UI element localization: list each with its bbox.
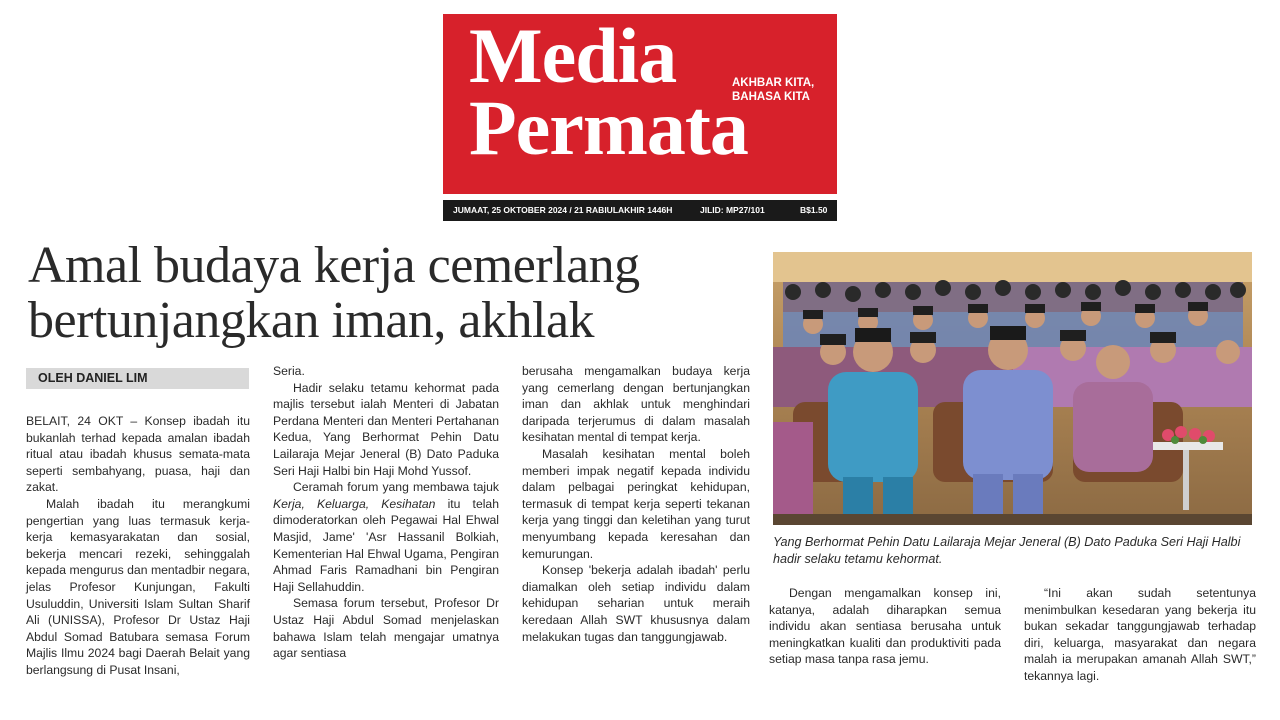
byline-bar: [26, 368, 249, 389]
audience-photo-illustration: [773, 252, 1252, 525]
issue-price: B$1.50: [800, 205, 828, 215]
article-column-5: [1024, 585, 1256, 685]
paragraph: [273, 479, 499, 595]
masthead-slogan: [732, 76, 814, 104]
paragraph-text: itu telah dimoderatorkan oleh Pegawai Hal Ehwal Masjid, Jame' 'Asr Hassanil Bolkiah, Kementerian Hal Ehwal Ugama, Pengiran Ahmad Faris Ramadhani bin Pengiran Haji Sellahuddin.: [273, 496, 499, 594]
issue-volume: JILID: MP27/101: [700, 205, 765, 215]
byline: OLEH DANIEL LIM: [38, 371, 148, 385]
masthead-title-line1: Media: [469, 12, 677, 99]
masthead-title: [469, 12, 748, 171]
paragraph: Konsep 'bekerja adalah ibadah' perlu diamalkan oleh setiap individu dalam kehidupan seharian untuk meraih keredaan Allah SWT khususnya dalam melakukan tugas dan tanggungjawab.: [522, 563, 750, 644]
paragraph: berusaha mengamalkan budaya kerja yang cemerlang dengan bertunjangkan iman dan akhlak untuk menghindari daripada terjerumus di dalam masalah kesihatan mental di tempat kerja.: [522, 364, 750, 445]
headline-line1: Amal budaya kerja cemerlang: [28, 237, 640, 294]
photo-caption: Yang Berhormat Pehin Datu Lailaraja Mejar Jeneral (B) Dato Paduka Seri Haji Halbi hadir selaku tetamu kehormat.: [773, 535, 1241, 566]
forum-title: Kerja, Keluarga, Kesihatan: [273, 496, 436, 511]
paragraph: BELAIT, 24 OKT – Konsep ibadah itu bukanlah terhad kepada amalan ibadah ritual atau ibadah khusus semata-mata seperti sembahyang, puasa, haji dan zakat.: [26, 414, 250, 495]
issue-date: JUMAAT, 25 OKTOBER 2024 / 21 RABIULAKHIR 1446H: [453, 205, 673, 215]
paragraph: Masalah kesihatan mental boleh memberi impak negatif kepada individu dalam pelbagai peringkat kehidupan, termasuk di tempat kerja seperti tekanan kerja yang tinggi dan keletihan yang turut menyumbang kepada keresahan dan kemurungan.: [522, 446, 750, 561]
dateline-bar: [443, 200, 837, 221]
article-column-4: [769, 585, 1001, 668]
article-column-1: [26, 413, 250, 679]
article-headline: [28, 238, 758, 348]
article-column-3: [522, 363, 750, 645]
paragraph: Seria.: [273, 364, 305, 378]
masthead-slogan-line2: BAHASA KITA: [732, 91, 810, 103]
paragraph-text: Ceramah forum yang membawa tajuk: [293, 480, 499, 495]
masthead-slogan-line1: AKHBAR KITA,: [732, 77, 815, 89]
masthead-title-line2: Permata: [469, 84, 748, 171]
paragraph: Semasa forum tersebut, Profesor Dr Ustaz Haji Abdul Somad menjelaskan bahawa Islam telah mengajar umatnya agar sentiasa: [273, 596, 499, 661]
masthead-logo: [443, 14, 837, 194]
paragraph: Malah ibadah itu merangkumi pengertian yang luas termasuk kerja-kerja kemasyarakatan dan sosial, bekerja mencari rezeki, sehinggalah kepada mengurus dan mentadbir negara, jelas Profesor Kunjungan, Fakulti Usuluddin, Universiti Islam Sultan Sharif Ali (UNISSA), Profesor Dr Ustaz Haji Abdul Somad Batubara semasa Forum Majlis Ilmu 2024 bagi Daerah Belait yang berlangsung di Pusat Insani,: [26, 496, 250, 677]
headline-line2: bertunjangkan iman, akhlak: [28, 292, 595, 349]
article-photo: [773, 252, 1252, 525]
paragraph: Hadir selaku tetamu kehormat pada majlis tersebut ialah Menteri di Jabatan Perdana Menteri dan Menteri Pertahanan Kedua, Yang Berhormat Pehin Datu Lailaraja Mejar Jeneral (B) Dato Paduka Seri Haji Halbi bin Haji Mohd Yussof.: [273, 380, 499, 478]
paragraph: Dengan mengamalkan konsep ini, katanya, adalah diharapkan semua individu akan sentiasa berusaha untuk meningkatkan kualiti dan produktiviti pada setiap masa tanpa rasa jemu.: [769, 586, 1001, 667]
paragraph: “Ini akan sudah setentunya menimbulkan kesedaran yang bekerja itu bukan sekadar tanggungjawab terhadap diri, keluarga, masyarakat dan negara malah ia merupakan amanah Allah SWT,” tekannya lagi.: [1024, 586, 1256, 683]
article-column-2: [273, 363, 499, 662]
